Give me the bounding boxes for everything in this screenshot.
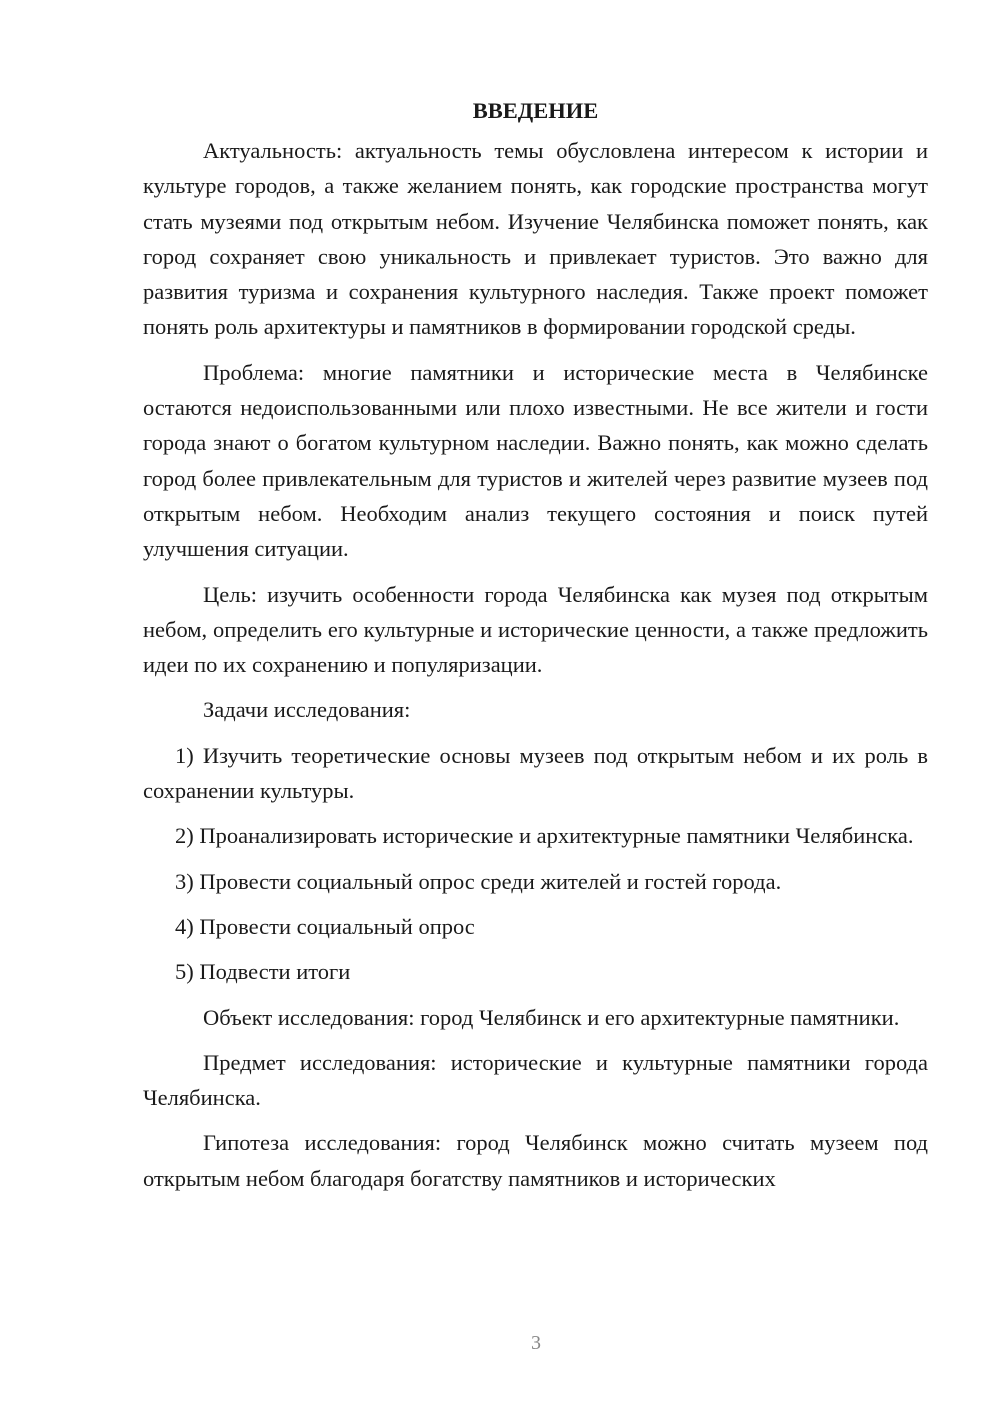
task-item-4: 4) Провести социальный опрос: [175, 913, 475, 939]
problem-paragraph: Проблема: многие памятники и исторические места в Челябинске остаются недоиспользованными или плохо известными. Не все жители и гости города знают о богатом культурном наследии. Важно понять, как можно сделать город более привлекательным для туристов и жителей через развитие музеев под открытым небом. Необходим анализ текущего состояния и поиск путей улучшения ситуации.: [143, 359, 928, 562]
task-item-5: 5) Подвести итоги: [175, 959, 351, 985]
tasks-title: Задачи исследования:: [203, 697, 411, 723]
goal-paragraph: Цель: изучить особенности города Челябинска как музея под открытым небом, определить его культурные и исторические ценности, а также предложить идеи по их сохранению и популяризации.: [143, 581, 928, 678]
subject-paragraph: Предмет исследования: исторические и культурные памятники города Челябинска.: [143, 1049, 928, 1111]
object-paragraph: Объект исследования: город Челябинск и его архитектурные памятники.: [203, 1004, 900, 1030]
relevance-paragraph: Актуальность: актуальность темы обусловлена интересом к истории и культуре городов, а также желанием понять, как городские пространства могут стать музеями под открытым небом. Изучение Челябинска поможет понять, как город сохраняет свою уникальность и привлекает туристов. Это важно для развития туризма и сохранения культурного наследия. Также проект поможет понять роль архитектуры и памятников в формировании городской среды.: [143, 138, 928, 340]
task-item-3: 3) Провести социальный опрос среди жителей и гостей города.: [175, 868, 782, 894]
hypothesis-paragraph: Гипотеза исследования: город Челябинск можно считать музеем под открытым небом благодаря богатству памятников и исторических: [143, 1130, 928, 1191]
task-item-1: 1) Изучить теоретические основы музеев под открытым небом и их роль в сохранении культуры.: [143, 742, 928, 804]
page-body: [143, 93, 928, 1206]
page-number: 3: [531, 1332, 541, 1354]
task-item-2: 2) Проанализировать исторические и архитектурные памятники Челябинска.: [175, 823, 914, 849]
section-heading: ВВЕДЕНИЕ: [472, 98, 599, 123]
